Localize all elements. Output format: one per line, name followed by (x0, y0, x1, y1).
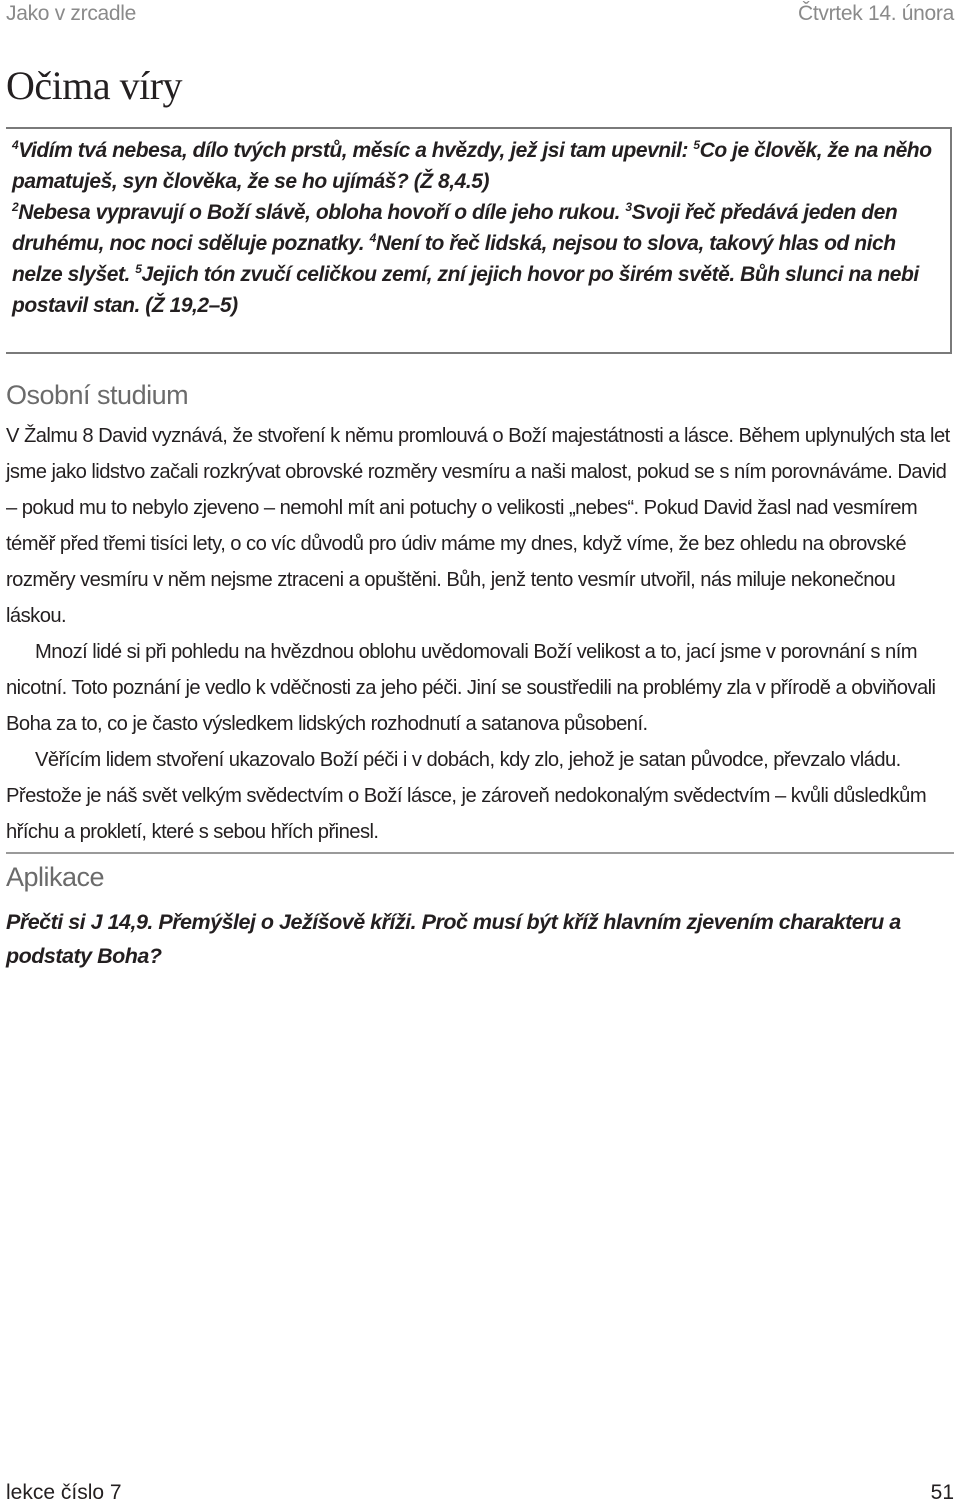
verse-number: 4 (12, 138, 19, 152)
verse-text: Nebesa vypravují o Boží slávě, obloha hovoří o díle jeho rukou. (18, 201, 626, 224)
application-text: Přečti si J 14,9. Přemýšlej o Ježíšově kříži. Proč musí být kříž hlavním zjevením charakteru a podstaty Boha? (6, 910, 901, 968)
verse-text: Svoji řeč předává jeden den druhému, noc noci sděluje poznatky. (12, 201, 898, 255)
running-title: Jako v zrcadle (6, 2, 137, 25)
study-heading: Osobní studium (6, 380, 189, 410)
verse-text: Vidím tvá nebesa, dílo tvých prstů, měsíc a hvězdy, jež jsi tam upevnil: (18, 139, 694, 162)
verse-number: 3 (625, 200, 632, 214)
page-number: 51 (930, 1481, 954, 1504)
study-paragraph: Mnozí lidé si při pohledu na hvězdnou oblohu uvědomovali Boží velikost a to, jací jsme v porovnání s ním nicotní. Toto poznání je vedlo k vděčnosti za jeho péči. Jiní se soustředili na problémy zla v přírodě a obviňovali Boha za to, co je často výsledkem lidských rozhodnutí a satanova působení. (6, 641, 936, 735)
verse-text: Jejich tón zvučí celičkou zemí, zní jejich hovor po širém světě. Bůh slunci na nebi postavil stan. (Ž 19,2–5) (12, 263, 919, 317)
lesson-number: lekce číslo 7 (6, 1481, 122, 1504)
verse-number: 5 (135, 262, 142, 276)
running-date: Čtvrtek 14. února (798, 2, 954, 25)
page-header (6, 0, 954, 30)
scripture-paragraph-psalm-8 (12, 135, 944, 197)
verse-number: 4 (369, 231, 376, 245)
section-divider (6, 852, 954, 854)
verse-text: Co je člověk, že na něho pamatuješ, syn člověka, že se ho ujímáš? (Ž 8,4.5) (12, 139, 932, 193)
scripture-box (6, 127, 952, 354)
page-footer (6, 1479, 954, 1511)
verse-number: 5 (693, 138, 700, 152)
study-body (6, 418, 954, 850)
study-paragraph: V Žalmu 8 David vyznává, že stvoření k němu promlouvá o Boží majestátnosti a lásce. Během uplynulých sta let jsme jako lidstvo začali rozkrývat obrovské rozměry vesmíru a naši malost, pokud se s ním porovnáváme. David – pokud mu to nebylo zjeveno – nemohl mít ani potuchy o velikosti „nebes“. Pokud David žasl nad vesmírem téměř před třemi tisíci lety, o co víc důvodů pro údiv máme my dnes, když víme, že bez ohledu na obrovské rozměry vesmíru v něm nejsme ztraceni a opuštěni. Bůh, jenž tento vesmír utvořil, nás miluje nekonečnou láskou. (6, 425, 950, 627)
verse-number: 2 (12, 200, 19, 214)
application-heading: Aplikace (6, 862, 105, 892)
verse-text: Není to řeč lidská, nejsou to slova, takový hlas od nich nelze slyšet. (12, 232, 896, 286)
page-title: Očima víry (6, 63, 183, 108)
scripture-paragraph-psalm-19 (12, 197, 944, 321)
study-paragraph: Věřícím lidem stvoření ukazovalo Boží péči i v dobách, kdy zlo, jehož je satan původce, převzalo vládu. Přestože je náš svět velkým svědectvím o Boží lásce, je zároveň nedokonalým svědectvím – kvůli důsledkům hříchu a prokletí, které s sebou hřích přinesl. (6, 749, 927, 843)
